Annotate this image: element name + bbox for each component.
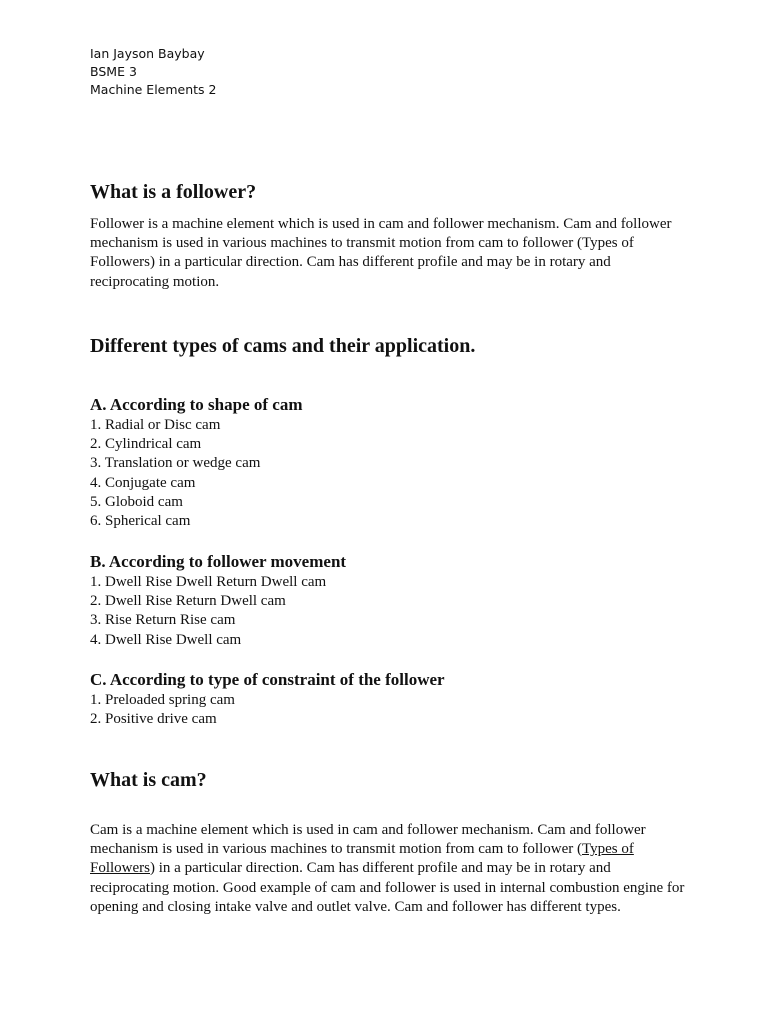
shape-list bbox=[90, 416, 302, 531]
cam-heading: What is cam? bbox=[90, 769, 207, 791]
list-item: 6. Spherical cam bbox=[90, 513, 191, 530]
constraint-heading: C. According to type of constraint of the follower bbox=[90, 670, 445, 689]
list-item: 1. Radial or Disc cam bbox=[90, 417, 221, 433]
list-item: 1. Dwell Rise Dwell Return Dwell cam bbox=[90, 574, 327, 590]
list-item: 4. Conjugate cam bbox=[90, 474, 196, 491]
constraint-section bbox=[90, 669, 445, 729]
list-item: 4. Dwell Rise Dwell cam bbox=[90, 631, 242, 648]
cam-types-heading: Different types of cams and their application. bbox=[90, 335, 476, 357]
constraint-list bbox=[90, 691, 445, 729]
list-item: 2. Cylindrical cam bbox=[90, 436, 202, 453]
list-item: 2. Positive drive cam bbox=[90, 711, 217, 728]
author-header bbox=[90, 45, 217, 99]
author-name: Ian Jayson Baybay bbox=[90, 46, 205, 61]
list-item: 3. Rise Return Rise cam bbox=[90, 612, 236, 629]
shape-heading: A. According to shape of cam bbox=[90, 395, 303, 414]
cam-paragraph-end: ) in a particular direction. Cam has different profile and may be in rotary and reciprocating motion. Good example of cam and follower is used in internal combustion engine for opening and closing intake valve and outlet valve. Cam and follower has different types. bbox=[90, 860, 685, 915]
movement-list bbox=[90, 573, 346, 650]
subject-label: Machine Elements 2 bbox=[90, 82, 217, 97]
follower-section bbox=[90, 215, 690, 292]
follower-heading: What is a follower? bbox=[90, 181, 257, 203]
cam-paragraph bbox=[90, 821, 690, 917]
types-of-followers-link[interactable]: Types of Followers bbox=[90, 841, 634, 877]
cam-section bbox=[90, 821, 690, 917]
list-item: 2. Dwell Rise Return Dwell cam bbox=[90, 593, 286, 610]
course-label: BSME 3 bbox=[90, 64, 137, 79]
list-item: 1. Preloaded spring cam bbox=[90, 692, 235, 708]
movement-section bbox=[90, 551, 346, 650]
cam-paragraph-start: Cam is a machine element which is used in cam and follower mechanism. Cam and follower mechanism is used in various machines to transmit motion from cam to follower ( bbox=[90, 822, 646, 858]
follower-paragraph: Follower is a machine element which is used in cam and follower mechanism. Cam and follower mechanism is used in various machines to transmit motion from cam to follower (Types of Followers) in a particular direction. Cam has different profile and may be in rotary and reciprocating motion. bbox=[90, 216, 672, 290]
list-item: 5. Globoid cam bbox=[90, 493, 183, 510]
shape-section bbox=[90, 394, 302, 531]
movement-heading: B. According to follower movement bbox=[90, 552, 347, 571]
list-item: 3. Translation or wedge cam bbox=[90, 455, 261, 472]
